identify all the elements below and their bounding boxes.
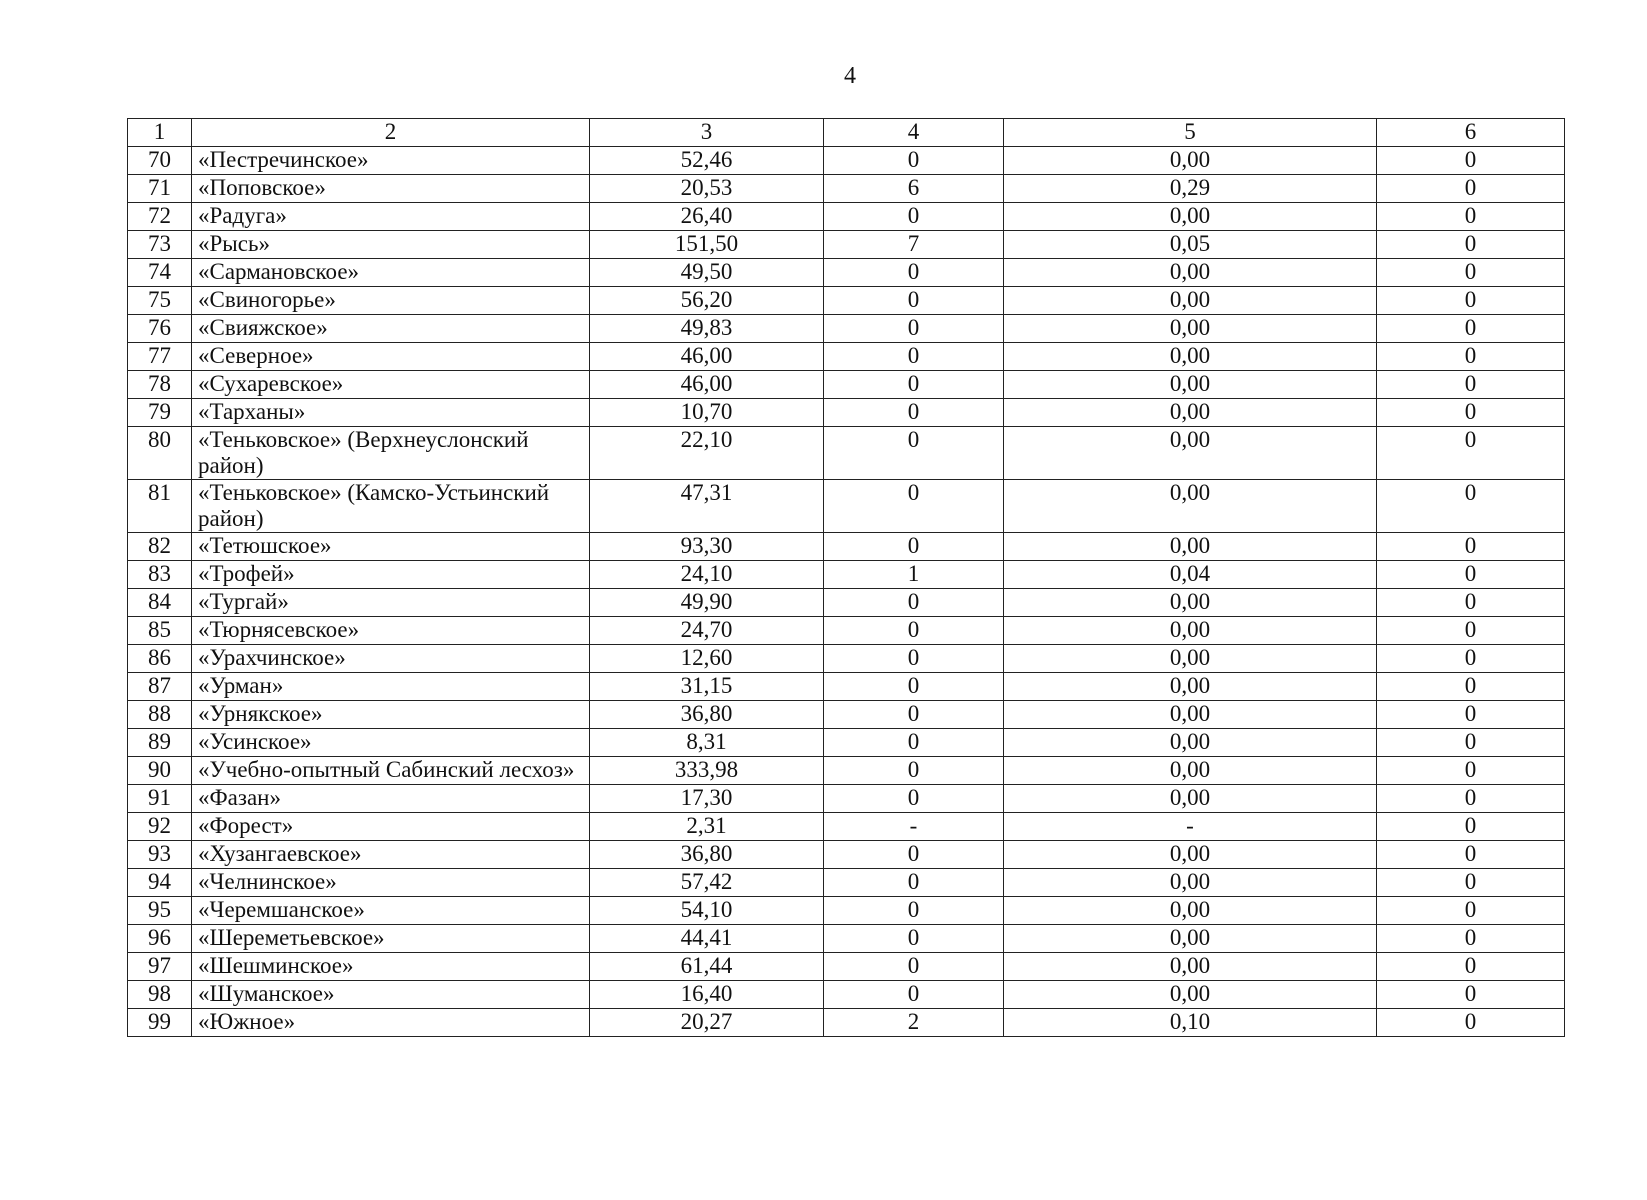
col3-cell: 36,80 bbox=[590, 701, 824, 729]
table-row bbox=[128, 813, 1565, 841]
row-number-cell: 95 bbox=[128, 897, 192, 925]
col5-cell: 0,00 bbox=[1004, 757, 1377, 785]
table-row bbox=[128, 897, 1565, 925]
col3-cell: 333,98 bbox=[590, 757, 824, 785]
col3-cell: 20,53 bbox=[590, 175, 824, 203]
col6-cell: 0 bbox=[1377, 617, 1565, 645]
col4-cell: 0 bbox=[824, 897, 1004, 925]
col5-cell: 0,00 bbox=[1004, 315, 1377, 343]
page-number-text: 4 bbox=[844, 63, 856, 89]
row-number-cell: 86 bbox=[128, 645, 192, 673]
row-number-cell: 72 bbox=[128, 203, 192, 231]
col5-cell: 0,04 bbox=[1004, 561, 1377, 589]
col4-cell: 0 bbox=[824, 757, 1004, 785]
col3-cell: 151,50 bbox=[590, 231, 824, 259]
col3-cell: 16,40 bbox=[590, 981, 824, 1009]
col6-cell: 0 bbox=[1377, 925, 1565, 953]
col6-cell: 0 bbox=[1377, 231, 1565, 259]
col4-cell: 1 bbox=[824, 561, 1004, 589]
table-row bbox=[128, 841, 1565, 869]
row-number-cell: 70 bbox=[128, 147, 192, 175]
name-cell: «Тарханы» bbox=[192, 399, 590, 427]
col4-cell: 2 bbox=[824, 1009, 1004, 1037]
row-number-cell: 81 bbox=[128, 480, 192, 533]
col6-cell: 0 bbox=[1377, 981, 1565, 1009]
data-table bbox=[127, 118, 1565, 1037]
col3-cell: 61,44 bbox=[590, 953, 824, 981]
table-row bbox=[128, 371, 1565, 399]
col5-cell: 0,00 bbox=[1004, 701, 1377, 729]
col3-cell: 22,10 bbox=[590, 427, 824, 480]
col3-cell: 49,90 bbox=[590, 589, 824, 617]
name-cell: «Хузангаевское» bbox=[192, 841, 590, 869]
table-row bbox=[128, 561, 1565, 589]
row-number-cell: 74 bbox=[128, 259, 192, 287]
table-row bbox=[128, 785, 1565, 813]
table-row bbox=[128, 925, 1565, 953]
col4-cell: 0 bbox=[824, 701, 1004, 729]
name-cell: «Усинское» bbox=[192, 729, 590, 757]
table-row bbox=[128, 729, 1565, 757]
col5-cell: 0,00 bbox=[1004, 729, 1377, 757]
col6-cell: 0 bbox=[1377, 897, 1565, 925]
col4-cell: 7 bbox=[824, 231, 1004, 259]
col3-cell: 49,50 bbox=[590, 259, 824, 287]
col6-cell: 0 bbox=[1377, 589, 1565, 617]
col4-cell: 0 bbox=[824, 533, 1004, 561]
col6-cell: 0 bbox=[1377, 673, 1565, 701]
col4-cell: 0 bbox=[824, 480, 1004, 533]
name-cell: «Сармановское» bbox=[192, 259, 590, 287]
col5-cell: 0,00 bbox=[1004, 981, 1377, 1009]
col6-cell: 0 bbox=[1377, 869, 1565, 897]
name-cell: «Рысь» bbox=[192, 231, 590, 259]
col4-cell: 0 bbox=[824, 371, 1004, 399]
row-number-cell: 76 bbox=[128, 315, 192, 343]
page-number bbox=[0, 62, 1647, 90]
col3-cell: 49,83 bbox=[590, 315, 824, 343]
header-cell: 1 bbox=[128, 119, 192, 147]
table-row bbox=[128, 315, 1565, 343]
col5-cell: 0,10 bbox=[1004, 1009, 1377, 1037]
row-number-cell: 92 bbox=[128, 813, 192, 841]
col6-cell: 0 bbox=[1377, 841, 1565, 869]
row-number-cell: 75 bbox=[128, 287, 192, 315]
col4-cell: 0 bbox=[824, 399, 1004, 427]
name-cell: «Свияжское» bbox=[192, 315, 590, 343]
col3-cell: 44,41 bbox=[590, 925, 824, 953]
name-cell: «Свиногорье» bbox=[192, 287, 590, 315]
table-row bbox=[128, 287, 1565, 315]
col4-cell: 0 bbox=[824, 645, 1004, 673]
table-body bbox=[128, 119, 1565, 1037]
table-row bbox=[128, 1009, 1565, 1037]
col6-cell: 0 bbox=[1377, 175, 1565, 203]
table-row bbox=[128, 953, 1565, 981]
col4-cell: 0 bbox=[824, 729, 1004, 757]
row-number-cell: 71 bbox=[128, 175, 192, 203]
col4-cell: 6 bbox=[824, 175, 1004, 203]
row-number-cell: 79 bbox=[128, 399, 192, 427]
col3-cell: 2,31 bbox=[590, 813, 824, 841]
table-row bbox=[128, 673, 1565, 701]
col6-cell: 0 bbox=[1377, 701, 1565, 729]
col4-cell: 0 bbox=[824, 953, 1004, 981]
row-number-cell: 78 bbox=[128, 371, 192, 399]
row-number-cell: 85 bbox=[128, 617, 192, 645]
col6-cell: 0 bbox=[1377, 953, 1565, 981]
col4-cell: 0 bbox=[824, 343, 1004, 371]
col6-cell: 0 bbox=[1377, 427, 1565, 480]
name-cell: «Теньковское» (Камско-Устьинский район) bbox=[192, 480, 590, 533]
col5-cell: 0,00 bbox=[1004, 533, 1377, 561]
col5-cell: 0,00 bbox=[1004, 869, 1377, 897]
row-number-cell: 97 bbox=[128, 953, 192, 981]
col6-cell: 0 bbox=[1377, 1009, 1565, 1037]
col5-cell: 0,00 bbox=[1004, 371, 1377, 399]
col3-cell: 24,70 bbox=[590, 617, 824, 645]
name-cell: «Сухаревское» bbox=[192, 371, 590, 399]
table-row bbox=[128, 981, 1565, 1009]
name-cell: «Поповское» bbox=[192, 175, 590, 203]
col3-cell: 52,46 bbox=[590, 147, 824, 175]
col6-cell: 0 bbox=[1377, 785, 1565, 813]
row-number-cell: 82 bbox=[128, 533, 192, 561]
col5-cell: - bbox=[1004, 813, 1377, 841]
row-number-cell: 84 bbox=[128, 589, 192, 617]
table-row bbox=[128, 757, 1565, 785]
name-cell: «Учебно-опытный Сабинский лесхоз» bbox=[192, 757, 590, 785]
col6-cell: 0 bbox=[1377, 757, 1565, 785]
row-number-cell: 73 bbox=[128, 231, 192, 259]
col5-cell: 0,00 bbox=[1004, 897, 1377, 925]
table-row bbox=[128, 399, 1565, 427]
col5-cell: 0,00 bbox=[1004, 427, 1377, 480]
row-number-cell: 94 bbox=[128, 869, 192, 897]
table-row bbox=[128, 589, 1565, 617]
col6-cell: 0 bbox=[1377, 561, 1565, 589]
col3-cell: 17,30 bbox=[590, 785, 824, 813]
table-row bbox=[128, 343, 1565, 371]
col6-cell: 0 bbox=[1377, 259, 1565, 287]
col6-cell: 0 bbox=[1377, 480, 1565, 533]
col6-cell: 0 bbox=[1377, 533, 1565, 561]
col4-cell: 0 bbox=[824, 287, 1004, 315]
col4-cell: 0 bbox=[824, 841, 1004, 869]
col3-cell: 24,10 bbox=[590, 561, 824, 589]
col5-cell: 0,00 bbox=[1004, 589, 1377, 617]
row-number-cell: 98 bbox=[128, 981, 192, 1009]
col5-cell: 0,00 bbox=[1004, 203, 1377, 231]
col6-cell: 0 bbox=[1377, 287, 1565, 315]
name-cell: «Шешминское» bbox=[192, 953, 590, 981]
name-cell: «Урахчинское» bbox=[192, 645, 590, 673]
table-row bbox=[128, 533, 1565, 561]
table-row bbox=[128, 701, 1565, 729]
col4-cell: 0 bbox=[824, 673, 1004, 701]
col3-cell: 31,15 bbox=[590, 673, 824, 701]
col6-cell: 0 bbox=[1377, 315, 1565, 343]
col3-cell: 54,10 bbox=[590, 897, 824, 925]
col6-cell: 0 bbox=[1377, 371, 1565, 399]
col6-cell: 0 bbox=[1377, 399, 1565, 427]
col3-cell: 20,27 bbox=[590, 1009, 824, 1037]
table-row bbox=[128, 175, 1565, 203]
col4-cell: 0 bbox=[824, 147, 1004, 175]
row-number-cell: 80 bbox=[128, 427, 192, 480]
col5-cell: 0,29 bbox=[1004, 175, 1377, 203]
name-cell: «Радуга» bbox=[192, 203, 590, 231]
col5-cell: 0,00 bbox=[1004, 399, 1377, 427]
header-cell: 5 bbox=[1004, 119, 1377, 147]
col5-cell: 0,00 bbox=[1004, 259, 1377, 287]
col6-cell: 0 bbox=[1377, 729, 1565, 757]
col5-cell: 0,05 bbox=[1004, 231, 1377, 259]
row-number-cell: 87 bbox=[128, 673, 192, 701]
name-cell: «Теньковское» (Верхнеуслонский район) bbox=[192, 427, 590, 480]
col4-cell: 0 bbox=[824, 785, 1004, 813]
row-number-cell: 99 bbox=[128, 1009, 192, 1037]
col6-cell: 0 bbox=[1377, 343, 1565, 371]
table-row bbox=[128, 869, 1565, 897]
row-number-cell: 77 bbox=[128, 343, 192, 371]
col4-cell: 0 bbox=[824, 617, 1004, 645]
row-number-cell: 91 bbox=[128, 785, 192, 813]
name-cell: «Фазан» bbox=[192, 785, 590, 813]
col4-cell: 0 bbox=[824, 589, 1004, 617]
table-row bbox=[128, 480, 1565, 533]
col3-cell: 46,00 bbox=[590, 371, 824, 399]
col5-cell: 0,00 bbox=[1004, 841, 1377, 869]
col3-cell: 47,31 bbox=[590, 480, 824, 533]
col4-cell: 0 bbox=[824, 315, 1004, 343]
col5-cell: 0,00 bbox=[1004, 617, 1377, 645]
name-cell: «Тетюшское» bbox=[192, 533, 590, 561]
col6-cell: 0 bbox=[1377, 203, 1565, 231]
name-cell: «Трофей» bbox=[192, 561, 590, 589]
col4-cell: 0 bbox=[824, 427, 1004, 480]
table-header-row bbox=[128, 119, 1565, 147]
col4-cell: 0 bbox=[824, 869, 1004, 897]
header-cell: 3 bbox=[590, 119, 824, 147]
col6-cell: 0 bbox=[1377, 813, 1565, 841]
col5-cell: 0,00 bbox=[1004, 147, 1377, 175]
col3-cell: 36,80 bbox=[590, 841, 824, 869]
name-cell: «Урман» bbox=[192, 673, 590, 701]
col5-cell: 0,00 bbox=[1004, 953, 1377, 981]
name-cell: «Южное» bbox=[192, 1009, 590, 1037]
name-cell: «Шуманское» bbox=[192, 981, 590, 1009]
col5-cell: 0,00 bbox=[1004, 480, 1377, 533]
table-row bbox=[128, 203, 1565, 231]
header-cell: 4 bbox=[824, 119, 1004, 147]
table-row bbox=[128, 147, 1565, 175]
row-number-cell: 96 bbox=[128, 925, 192, 953]
col4-cell: 0 bbox=[824, 925, 1004, 953]
col3-cell: 26,40 bbox=[590, 203, 824, 231]
col3-cell: 57,42 bbox=[590, 869, 824, 897]
header-cell: 6 bbox=[1377, 119, 1565, 147]
row-number-cell: 89 bbox=[128, 729, 192, 757]
header-cell: 2 bbox=[192, 119, 590, 147]
row-number-cell: 83 bbox=[128, 561, 192, 589]
name-cell: «Урнякское» bbox=[192, 701, 590, 729]
table-row bbox=[128, 259, 1565, 287]
table-row bbox=[128, 427, 1565, 480]
row-number-cell: 88 bbox=[128, 701, 192, 729]
name-cell: «Черемшанское» bbox=[192, 897, 590, 925]
col5-cell: 0,00 bbox=[1004, 673, 1377, 701]
name-cell: «Тургай» bbox=[192, 589, 590, 617]
col3-cell: 10,70 bbox=[590, 399, 824, 427]
col5-cell: 0,00 bbox=[1004, 785, 1377, 813]
name-cell: «Форест» bbox=[192, 813, 590, 841]
table-row bbox=[128, 645, 1565, 673]
col3-cell: 56,20 bbox=[590, 287, 824, 315]
col5-cell: 0,00 bbox=[1004, 343, 1377, 371]
col4-cell: - bbox=[824, 813, 1004, 841]
col6-cell: 0 bbox=[1377, 147, 1565, 175]
col3-cell: 46,00 bbox=[590, 343, 824, 371]
col4-cell: 0 bbox=[824, 259, 1004, 287]
name-cell: «Шереметьевское» bbox=[192, 925, 590, 953]
col5-cell: 0,00 bbox=[1004, 287, 1377, 315]
col4-cell: 0 bbox=[824, 981, 1004, 1009]
col4-cell: 0 bbox=[824, 203, 1004, 231]
row-number-cell: 90 bbox=[128, 757, 192, 785]
name-cell: «Челнинское» bbox=[192, 869, 590, 897]
col3-cell: 93,30 bbox=[590, 533, 824, 561]
col5-cell: 0,00 bbox=[1004, 645, 1377, 673]
name-cell: «Тюрнясевское» bbox=[192, 617, 590, 645]
col5-cell: 0,00 bbox=[1004, 925, 1377, 953]
row-number-cell: 93 bbox=[128, 841, 192, 869]
table-row bbox=[128, 617, 1565, 645]
col6-cell: 0 bbox=[1377, 645, 1565, 673]
table-row bbox=[128, 231, 1565, 259]
col3-cell: 12,60 bbox=[590, 645, 824, 673]
col3-cell: 8,31 bbox=[590, 729, 824, 757]
name-cell: «Северное» bbox=[192, 343, 590, 371]
name-cell: «Пестречинское» bbox=[192, 147, 590, 175]
